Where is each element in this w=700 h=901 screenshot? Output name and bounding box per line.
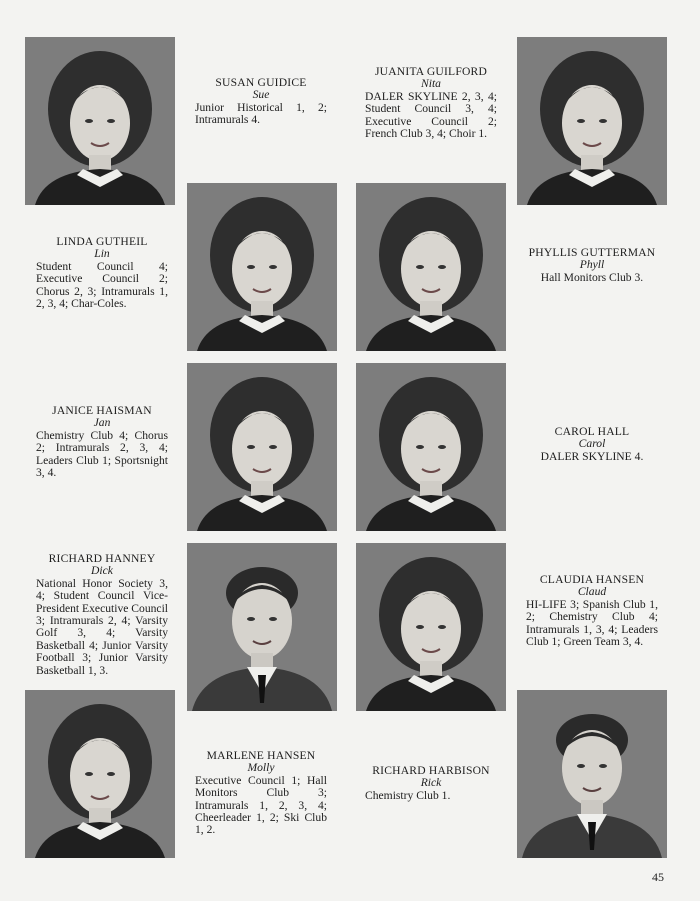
portrait-image (356, 363, 506, 531)
page-number: 45 (652, 870, 664, 884)
bio-janice-haisman (36, 405, 168, 479)
portrait-image (356, 183, 506, 351)
student-name: CLAUDIA HANSEN (539, 573, 645, 586)
student-nickname: Sue (252, 88, 270, 102)
student-name: CAROL HALL (554, 425, 630, 438)
bio-richard-hanney (36, 553, 168, 677)
student-nickname: Claud (577, 585, 607, 599)
student-activities: Junior Historical 1, 2; Intramurals 4. (195, 100, 327, 127)
student-name: PHYLLIS GUTTERMAN (528, 246, 656, 259)
student-nickname: Phyll (579, 258, 605, 272)
student-nickname: Molly (247, 761, 275, 775)
portrait-richard-harbison (517, 690, 667, 858)
student-activities: DALER SKYLINE 4. (540, 449, 644, 463)
bio-juanita-guilford (365, 66, 497, 140)
portrait-phyllis-gutterman (356, 183, 506, 351)
portrait-image (25, 690, 175, 858)
student-name: MARLENE HANSEN (206, 749, 316, 762)
student-nickname: Jan (93, 416, 111, 430)
student-activities: Student Council 4; Executive Council 2; Chorus 2, 3; Intramurals 1, 2, 3, 4; Char-Coles. (36, 259, 168, 311)
bio-claudia-hansen (526, 574, 658, 648)
student-activities: Chemistry Club 4; Chorus 2; Intramurals 2, 3, 4; Leaders Club 1; Sportsnight 3, 4. (36, 428, 168, 480)
student-activities: Hall Monitors Club 3. (540, 270, 644, 284)
student-activities: HI-LIFE 3; Spanish Club 1, 2; Chemistry Club 4; Intramurals 1, 3, 4; Leaders Club 1; Green Team 3, 4. (526, 597, 658, 649)
portrait-image (356, 543, 506, 711)
student-activities: Executive Council 1; Hall Monitors Club 3; Intramurals 1, 2, 3, 4; Cheerleader 1, 2; Ski Club 1, 2. (195, 773, 327, 837)
portrait-janice-haisman (187, 363, 337, 531)
bio-marlene-hansen (195, 750, 327, 837)
student-name: JUANITA GUILFORD (374, 65, 488, 78)
student-name: LINDA GUTHEIL (56, 235, 148, 248)
student-nickname: Nita (421, 77, 441, 91)
portrait-image (25, 37, 175, 205)
portrait-claudia-hansen (356, 543, 506, 711)
bio-phyllis-gutterman (526, 247, 658, 284)
student-activities: National Honor Society 3, 4; Student Council Vice-President Executive Council 3; Intramurals 2, 4; Varsity Golf 3, 4; Varsity Basketball 4; Junior Varsity Football 3; Junior Varsity Basketball 1, 3. (36, 576, 169, 677)
portrait-image (187, 543, 337, 711)
portrait-juanita-guilford (517, 37, 667, 205)
student-nickname: Carol (578, 437, 606, 451)
student-nickname: Rick (420, 776, 442, 790)
student-nickname: Lin (94, 247, 110, 261)
portrait-marlene-hansen (25, 690, 175, 858)
portrait-carol-hall (356, 363, 506, 531)
student-nickname: Dick (91, 564, 113, 578)
bio-susan-guidice (195, 77, 327, 127)
student-name: SUSAN GUIDICE (215, 76, 307, 89)
portrait-image (517, 37, 667, 205)
student-activities: DALER SKYLINE 2, 3, 4; Student Council 3, 4; Executive Council 2; French Club 3, 4; Choir 1. (365, 89, 497, 141)
bio-richard-harbison (365, 765, 497, 802)
bio-linda-gutheil (36, 236, 168, 310)
portrait-linda-gutheil (187, 183, 337, 351)
portrait-image (517, 690, 667, 858)
student-name: RICHARD HARBISON (372, 764, 490, 777)
student-name: RICHARD HANNEY (48, 552, 156, 565)
student-name: JANICE HAISMAN (52, 404, 152, 417)
portrait-richard-hanney (187, 543, 337, 711)
portrait-image (187, 363, 337, 531)
bio-carol-hall (526, 426, 658, 463)
student-activities: Chemistry Club 1. (365, 788, 451, 802)
portrait-susan-guidice (25, 37, 175, 205)
portrait-image (187, 183, 337, 351)
